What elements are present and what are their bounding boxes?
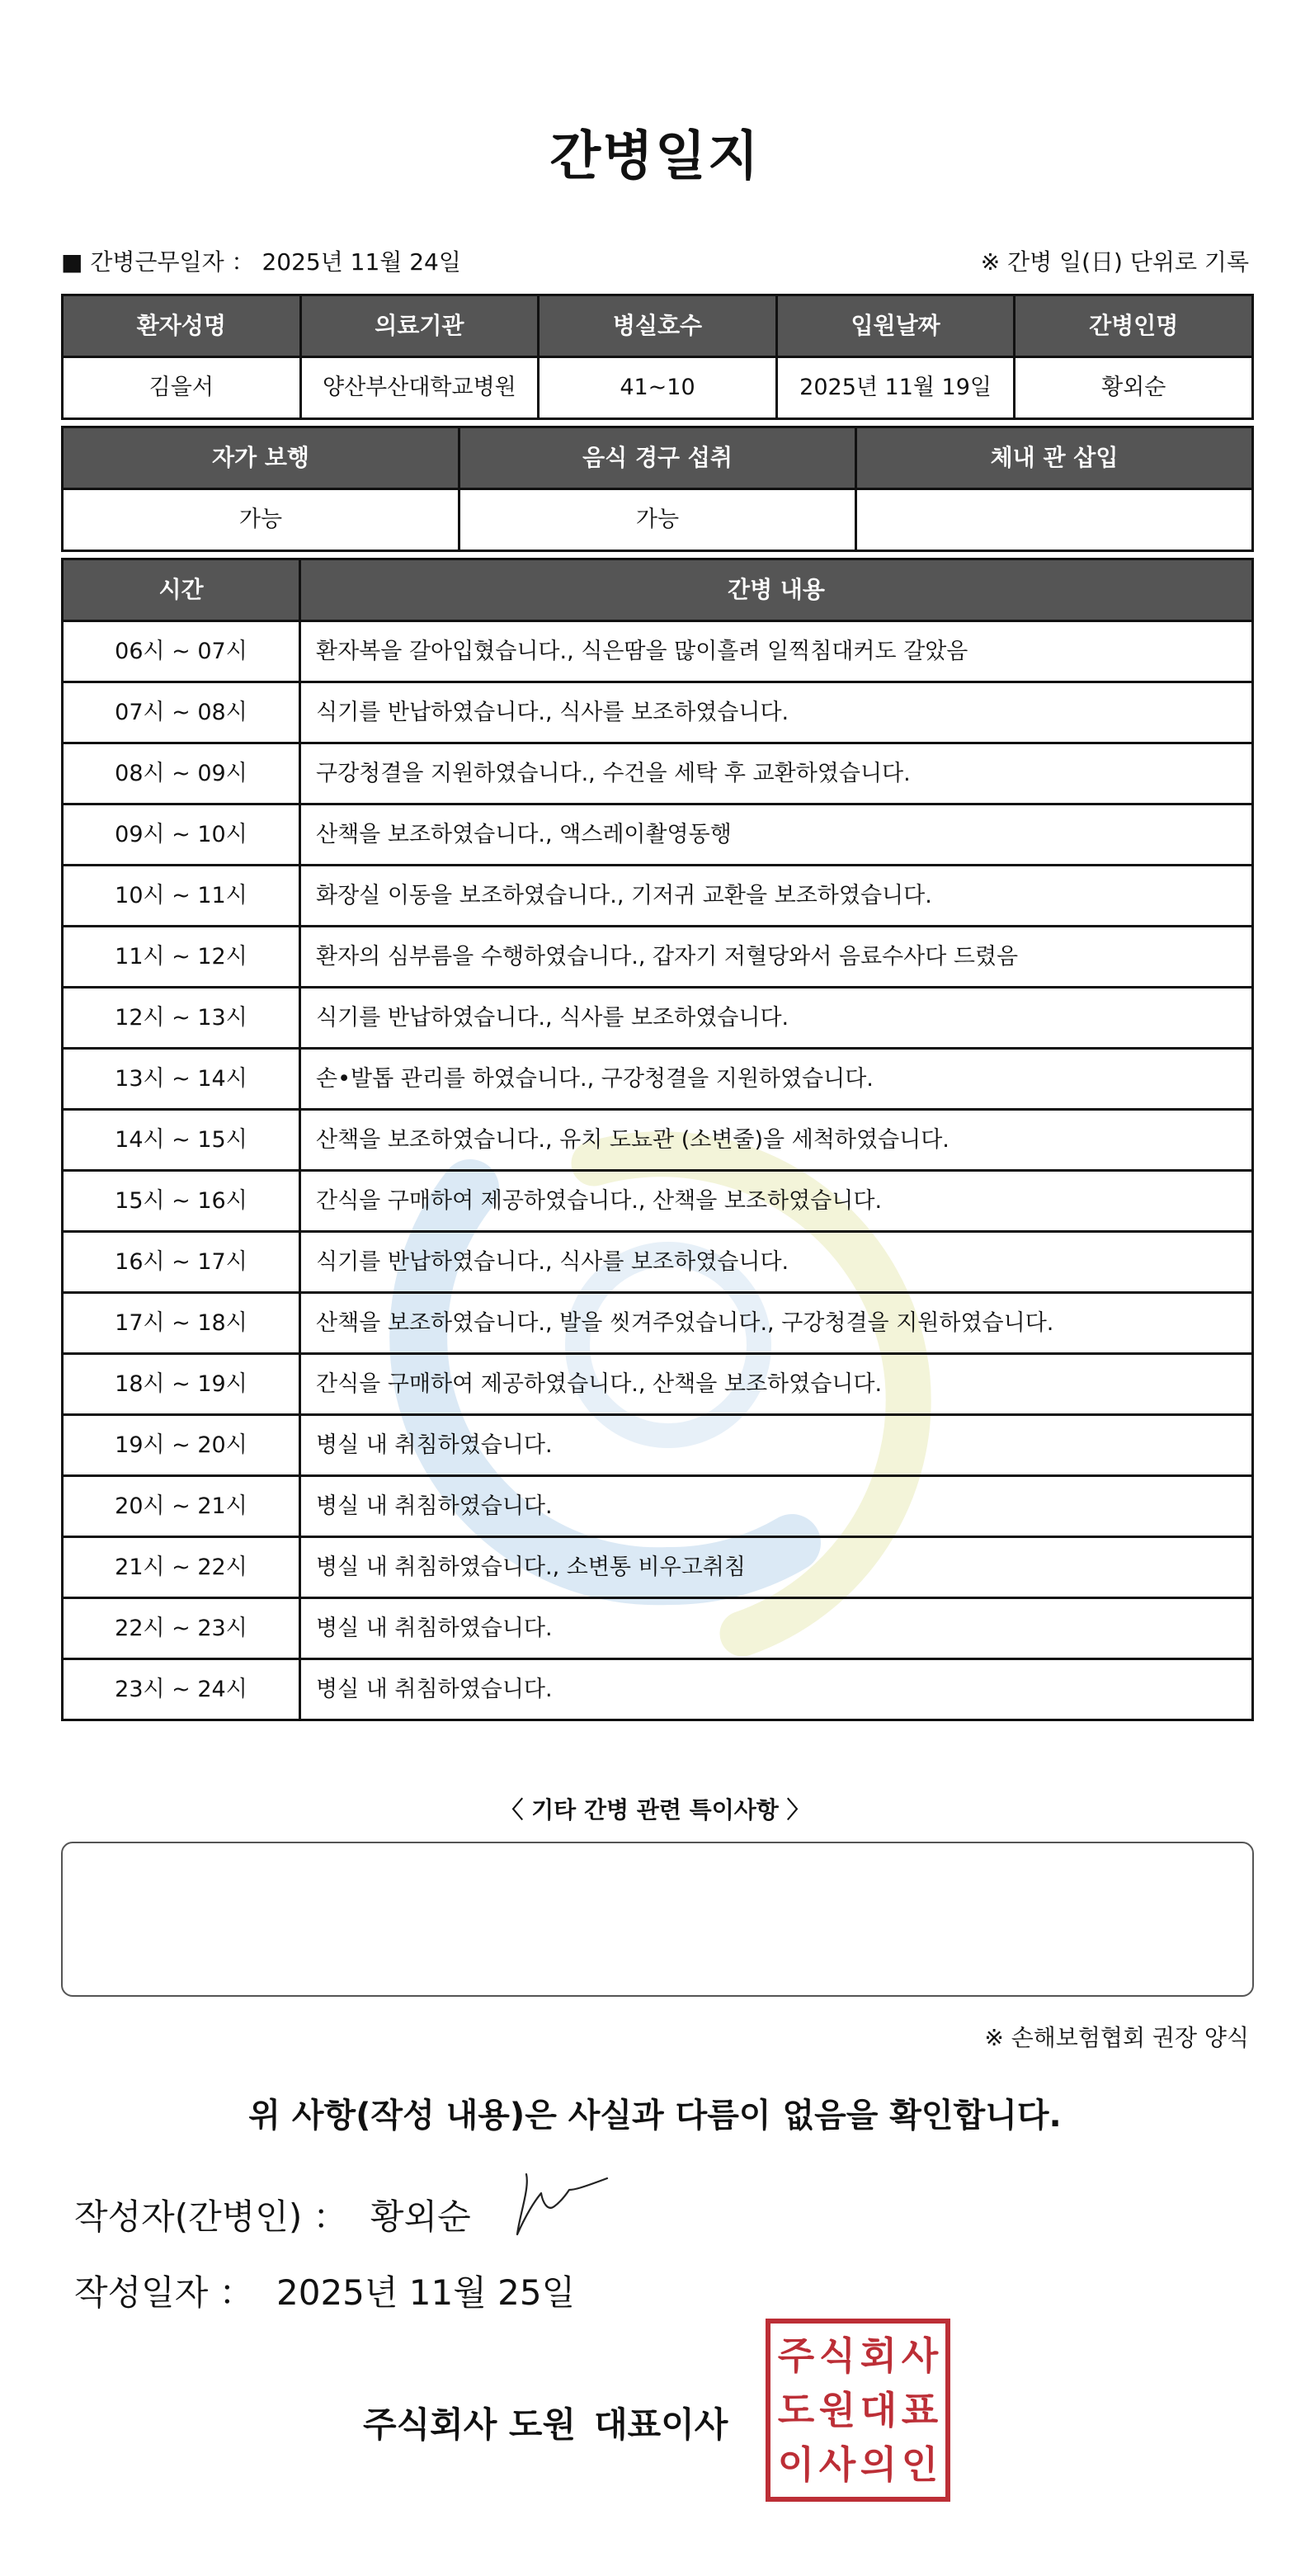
- header-self-walking: 자가 보행: [63, 427, 459, 489]
- content-cell: 구강청결을 지원하였습니다., 수건을 세탁 후 교환하였습니다.: [300, 743, 1253, 804]
- hospital-name: 양산부산대학교병원: [300, 357, 539, 419]
- time-cell: 13시 ~ 14시: [63, 1049, 300, 1110]
- content-cell: 산책을 보조하였습니다., 유치 도뇨관 (소변줄)을 세척하였습니다.: [300, 1110, 1253, 1171]
- time-cell: 09시 ~ 10시: [63, 804, 300, 866]
- header-hospital: 의료기관: [300, 295, 539, 357]
- notes-title: 〈 기타 간병 관련 특이사항 〉: [500, 1796, 810, 1823]
- writer-name: 황외순: [370, 2196, 471, 2237]
- content-cell: 병실 내 취침하였습니다., 소변통 비우고취침: [300, 1537, 1253, 1598]
- duty-date-label: ■ 간병근무일자 ：: [61, 248, 255, 276]
- patient-status-value-row: [63, 489, 1253, 551]
- content-cell: 화장실 이동을 보조하였습니다., 기저귀 교환을 보조하였습니다.: [300, 866, 1253, 927]
- table-row: [63, 1659, 1253, 1720]
- written-date: 2025년 11월 25일: [276, 2272, 576, 2313]
- content-cell: 산책을 보조하였습니다., 액스레이촬영동행: [300, 804, 1253, 866]
- time-cell: 10시 ~ 11시: [63, 866, 300, 927]
- table-row: [63, 682, 1253, 743]
- writer-line: [74, 2190, 471, 2239]
- content-cell: 병실 내 취침하였습니다.: [300, 1598, 1253, 1659]
- recommendation-note: ※ 손해보험협회 권장 양식: [984, 2024, 1249, 2051]
- patient-info-table: [61, 294, 1254, 420]
- content-cell: 손•발톱 관리를 하였습니다., 구강청결을 지원하였습니다.: [300, 1049, 1253, 1110]
- table-row: [63, 866, 1253, 927]
- content-cell: 식기를 반납하였습니다., 식사를 보조하였습니다.: [300, 988, 1253, 1049]
- time-cell: 18시 ~ 19시: [63, 1354, 300, 1415]
- writer-label: 작성자(간병인) ：: [74, 2196, 348, 2237]
- time-cell: 08시 ~ 09시: [63, 743, 300, 804]
- notes-box: [61, 1842, 1254, 1997]
- care-schedule-table: [61, 558, 1254, 1721]
- table-row: [63, 1232, 1253, 1293]
- time-cell: 16시 ~ 17시: [63, 1232, 300, 1293]
- header-time: 시간: [63, 559, 300, 621]
- content-cell: 환자의 심부름을 수행하였습니다., 갑자기 저혈당와서 음료수사다 드렸음: [300, 927, 1253, 988]
- patient-info-header-row: [63, 295, 1253, 357]
- confirmation-statement: 위 사항(작성 내용)은 사실과 다름이 없음을 확인합니다.: [248, 2097, 1062, 2135]
- patient-name: 김을서: [63, 357, 301, 419]
- room-number: 41~10: [539, 357, 777, 419]
- table-row: [63, 804, 1253, 866]
- table-row: [63, 1171, 1253, 1232]
- table-row: [63, 1110, 1253, 1171]
- company-seal: 주 식 회 사 도 원 대 표 이 사 의 인: [766, 2319, 950, 2502]
- patient-status-header-row: [63, 427, 1253, 489]
- content-cell: 산책을 보조하였습니다., 발을 씻겨주었습니다., 구강청결을 지원하였습니다.: [300, 1293, 1253, 1354]
- oral-intake-value: 가능: [459, 489, 856, 551]
- header-tube-insertion: 체내 관 삽입: [856, 427, 1253, 489]
- unit-note: ※ 간병 일(日) 단위로 기록: [980, 248, 1249, 276]
- time-cell: 06시 ~ 07시: [63, 621, 300, 682]
- admission-date: 2025년 11월 19일: [776, 357, 1015, 419]
- content-cell: 병실 내 취침하였습니다.: [300, 1415, 1253, 1476]
- time-cell: 21시 ~ 22시: [63, 1537, 300, 1598]
- table-row: [63, 1354, 1253, 1415]
- time-cell: 07시 ~ 08시: [63, 682, 300, 743]
- time-cell: 17시 ~ 18시: [63, 1293, 300, 1354]
- time-cell: 12시 ~ 13시: [63, 988, 300, 1049]
- content-cell: 식기를 반납하였습니다., 식사를 보조하였습니다.: [300, 1232, 1253, 1293]
- page-title: 간병일지: [549, 126, 761, 187]
- duty-date: 2025년 11월 24일: [262, 248, 461, 276]
- duty-date-line: [61, 244, 461, 277]
- content-cell: 간식을 구매하여 제공하였습니다., 산책을 보조하였습니다.: [300, 1354, 1253, 1415]
- time-cell: 22시 ~ 23시: [63, 1598, 300, 1659]
- content-cell: 병실 내 취침하였습니다.: [300, 1476, 1253, 1537]
- table-row: [63, 621, 1253, 682]
- self-walking-value: 가능: [63, 489, 459, 551]
- table-row: [63, 1415, 1253, 1476]
- table-row: [63, 743, 1253, 804]
- table-row: [63, 1476, 1253, 1537]
- header-care-content: 간병 내용: [300, 559, 1253, 621]
- header-patient-name: 환자성명: [63, 295, 301, 357]
- time-cell: 19시 ~ 20시: [63, 1415, 300, 1476]
- company-line: [363, 2398, 728, 2447]
- content-cell: 식기를 반납하였습니다., 식사를 보조하였습니다.: [300, 682, 1253, 743]
- content-cell: 간식을 구매하여 제공하였습니다., 산책을 보조하였습니다.: [300, 1171, 1253, 1232]
- patient-info-value-row: [63, 357, 1253, 419]
- table-row: [63, 1049, 1253, 1110]
- table-row: [63, 1598, 1253, 1659]
- content-cell: 병실 내 취침하였습니다.: [300, 1659, 1253, 1720]
- table-row: [63, 988, 1253, 1049]
- patient-status-table: [61, 426, 1254, 552]
- content-cell: 환자복을 갈아입혔습니다., 식은땀을 많이흘려 일찍침대커도 갈았음: [300, 621, 1253, 682]
- header-oral-intake: 음식 경구 섭취: [459, 427, 856, 489]
- table-row: [63, 1537, 1253, 1598]
- signature-image: [515, 2172, 614, 2238]
- table-row: [63, 927, 1253, 988]
- written-date-label: 작성일자 ：: [74, 2272, 254, 2313]
- time-cell: 15시 ~ 16시: [63, 1171, 300, 1232]
- time-cell: 11시 ~ 12시: [63, 927, 300, 988]
- tube-insertion-value: [856, 489, 1253, 551]
- header-room: 병실호수: [539, 295, 777, 357]
- company-role: 대표이사: [594, 2404, 728, 2445]
- written-date-line: [74, 2266, 575, 2315]
- company-name: 주식회사 도원: [363, 2404, 577, 2445]
- schedule-header-row: [63, 559, 1253, 621]
- time-cell: 20시 ~ 21시: [63, 1476, 300, 1537]
- caregiver-name: 황외순: [1015, 357, 1253, 419]
- header-caregiver: 간병인명: [1015, 295, 1253, 357]
- time-cell: 14시 ~ 15시: [63, 1110, 300, 1171]
- table-row: [63, 1293, 1253, 1354]
- header-admission-date: 입원날짜: [776, 295, 1015, 357]
- time-cell: 23시 ~ 24시: [63, 1659, 300, 1720]
